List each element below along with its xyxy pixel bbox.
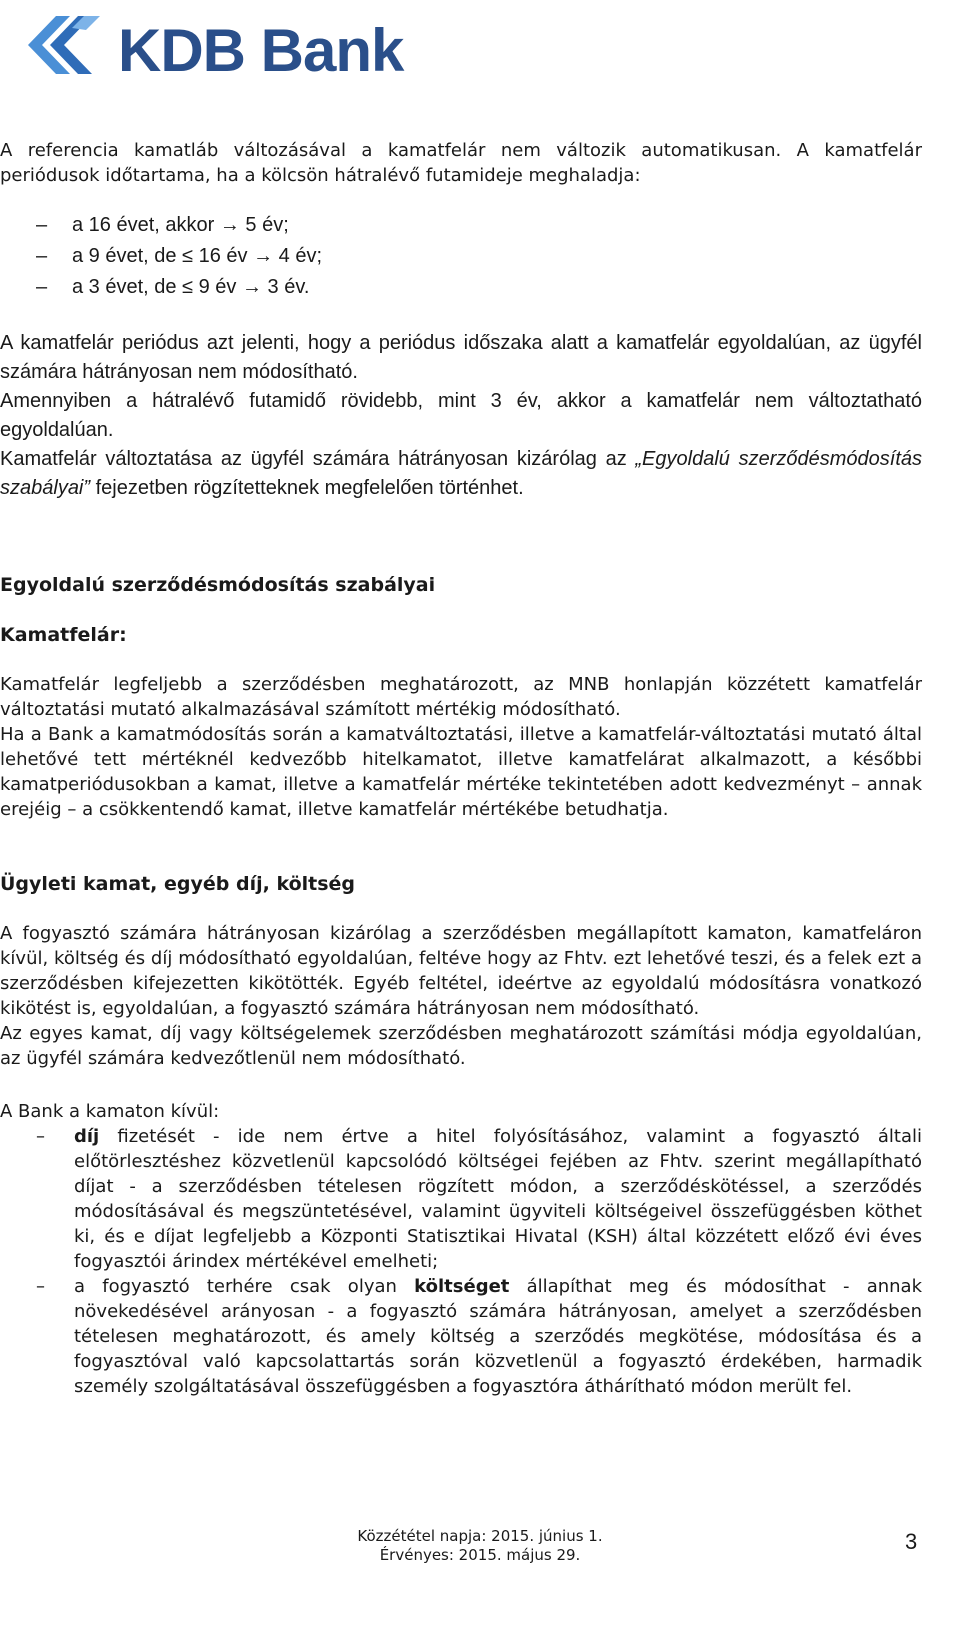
list-item: – díj fizetését - ide nem értve a hitel folyósításához, valamint a fogyasztó általi előtörlesztéshez közvetlenül kapcsolódó költségei fejében az Fhtv. szerint megállapítható díjat - a szerződésben tételesen rögzített módon, a szerződéskötéssel, a szerződés módosításával és megszüntetésével, valamint ügyviteli költségeivel összefüggésben köthet ki, és e díjat legfeljebb a Központi Statisztikai Hivatal (KSH) által közzétett előző évi éves fogyasztói árindex mértékével emelheti; bbox=[36, 1126, 922, 1272]
kamatfelar-limit-paragraph: Kamatfelár legfeljebb a szerződésben meghatározott, az MNB honlapján közzétett kamatfelár változtatási mutató alkalmazásával számított mértékig módosítható. bbox=[0, 674, 922, 720]
bank-intro-line: A Bank a kamaton kívül: bbox=[0, 1101, 220, 1122]
rule-link-text: „Egyoldalú szerződésmódosítás szabályai” bbox=[0, 448, 923, 499]
logo-wordmark: KDB Bank bbox=[118, 17, 404, 84]
period-list bbox=[0, 210, 922, 303]
dash-bullet-icon: – bbox=[36, 245, 48, 267]
list-item: – a 3 évet, de ≤ 9 év → 3 év. bbox=[0, 272, 922, 303]
calculation-method-paragraph: Az egyes kamat, díj vagy költségelemek szerződésben meghatározott számítási módja egyoldalúan, az ügyfél számára kedvezőtlenül nem módosítható. bbox=[0, 1023, 922, 1069]
section-subtitle-kamatfelar: Kamatfelár: bbox=[0, 624, 127, 646]
dash-bullet-icon: – bbox=[36, 1276, 45, 1297]
list-item: – a 16 évet, akkor → 5 év; bbox=[0, 210, 922, 241]
bank-items-list bbox=[0, 1124, 922, 1399]
kamatfelar-discount-paragraph: Ha a Bank a kamatmódosítás során a kamatváltoztatási, illetve a kamatfelár-változtatási mutató által lehetővé tett mértéknél kedvezőbb hitelkamatot, illetve kamatfelárat alkalmazott, a későbbi kamatperiódusokban a kamat, illetve a kamatfelár mértéke tekintetében adott kedvezményt – annak erejéig – a csökkentendő kamat, illetve kamatfelár mértékébe betudhatja. bbox=[0, 724, 922, 820]
list-item: – a 9 évet, de ≤ 16 év → 4 év; bbox=[0, 241, 922, 272]
publication-date: Közzététel napja: 2015. június 1. bbox=[357, 1527, 603, 1545]
kdb-bank-logo bbox=[20, 8, 450, 83]
period-definition-paragraph: A kamatfelár periódus azt jelenti, hogy a periódus időszaka alatt a kamatfelár egyoldalúan, az ügyfél számára hátrányosan nem módosítható. bbox=[0, 332, 922, 383]
page-number: 3 bbox=[905, 1529, 918, 1554]
kdb-diamond-icon bbox=[20, 8, 112, 83]
rule-paragraph: Kamatfelár változtatása az ügyfél számára hátrányosan kizárólag az „Egyoldalú szerződésmódosítás szabályai” fejezetben rögzítetteknek megfelelően történhet. bbox=[0, 448, 923, 499]
section-title-egyoldalu: Egyoldalú szerződésmódosítás szabályai bbox=[0, 574, 436, 596]
validity-date: Érvényes: 2015. május 29. bbox=[379, 1546, 581, 1564]
dash-bullet-icon: – bbox=[36, 1126, 45, 1147]
intro-paragraph: A referencia kamatláb változásával a kamatfelár nem változik automatikusan. A kamatfelár periódusok időtartama, ha a kölcsön hátralévő futamideje meghaladja: bbox=[0, 140, 922, 186]
document-body bbox=[0, 138, 922, 1399]
section-title-ugyleti-kamat: Ügyleti kamat, egyéb díj, költség bbox=[0, 873, 356, 895]
list-item: – a fogyasztó terhére csak olyan költséget állapíthat meg és módosíthat - annak növekedésével arányosan - a fogyasztó számára hátrányosan, amelyet a szerződésben tételesen meghatározott, és amely költség a szerződés megkötése, módosítása és a fogyasztóval való kapcsolattartás során közvetlenül a fogyasztó érdekében, harmadik személy szolgáltatásával összefüggésben a fogyasztóra áthárítható módon merült fel. bbox=[36, 1276, 922, 1397]
page-footer bbox=[0, 1527, 960, 1565]
unilateral-change-paragraph: A fogyasztó számára hátrányosan kizárólag a szerződésben megállapított kamaton, kamatfeláron kívül, költség és díj módosítható egyoldalúan, feltéve hogy az Fhtv. ezt lehetővé teszi, és a felek ezt a szerződésben kifejezetten kikötötték. Egyéb feltétel, ideértve az egyoldalú módosításra vonatkozó kikötést is, egyoldalúan, a fogyasztó számára hátrányosan nem módosítható. bbox=[0, 923, 922, 1019]
dash-bullet-icon: – bbox=[36, 276, 48, 298]
short-term-paragraph: Amennyiben a hátralévő futamidő rövidebb, mint 3 év, akkor a kamatfelár nem változtatható egyoldalúan. bbox=[0, 390, 922, 441]
dash-bullet-icon: – bbox=[36, 214, 48, 236]
